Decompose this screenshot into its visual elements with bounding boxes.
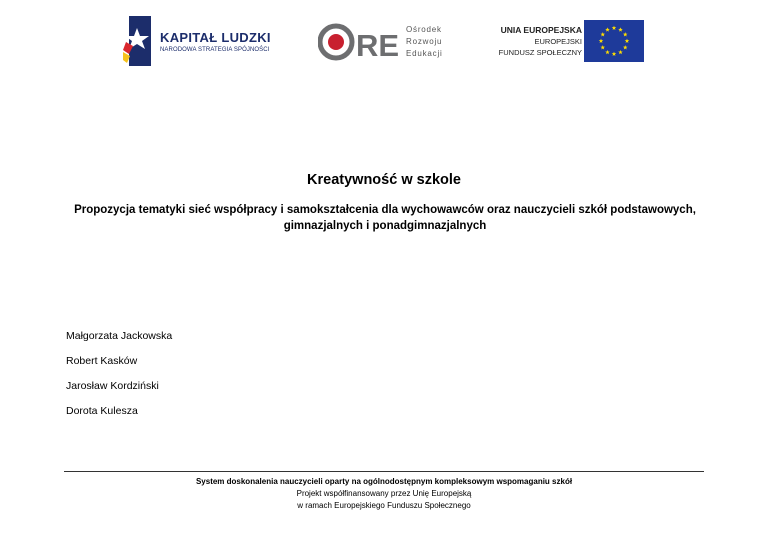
ore-logo xyxy=(318,22,458,62)
svg-text:RE: RE xyxy=(356,28,400,62)
kapital-ludzki-subtitle: NARODOWA STRATEGIA SPÓJNOŚCI xyxy=(160,47,270,53)
eu-line-3: FUNDUSZ SPOŁECZNY xyxy=(498,48,582,57)
eu-line-2: EUROPEJSKI xyxy=(534,37,582,46)
kapital-ludzki-logo xyxy=(120,16,280,68)
footer-line-2: Projekt współfinansowany przez Unię Europejską xyxy=(296,489,472,498)
kapital-ludzki-flag-icon xyxy=(123,16,151,66)
document-title: Kreatywność w szkole xyxy=(307,172,461,188)
kapital-ludzki-title: KAPITAŁ LUDZKI xyxy=(160,30,271,45)
ore-word-3: Edukacji xyxy=(406,49,443,58)
footer xyxy=(0,476,768,512)
ore-word-1: Ośrodek xyxy=(406,25,442,34)
author-name: Jarosław Kordziński xyxy=(66,380,159,392)
ore-mark-icon xyxy=(318,22,400,62)
authors-list xyxy=(66,330,172,430)
author-name: Robert Kasków xyxy=(66,355,138,367)
author-name: Małgorzata Jackowska xyxy=(66,330,173,342)
eu-line-1: UNIA EUROPEJSKA xyxy=(500,25,582,35)
footer-divider xyxy=(64,471,704,472)
footer-line-1: System doskonalenia nauczycieli oparty na ogólnodostępnym kompleksowym wspomaganiu szkół xyxy=(195,477,573,486)
ore-word-2: Rozwoju xyxy=(406,37,443,46)
author-name: Dorota Kulesza xyxy=(66,405,138,417)
ore-words xyxy=(406,24,443,60)
eu-flag-icon xyxy=(584,20,644,62)
document-subtitle: Propozycja tematyki sieć współpracy i samokształcenia dla wychowawców oraz nauczycieli szkół podstawowych, gimnazjalnych i ponadgimnazjalnych xyxy=(74,204,696,232)
footer-line-3: w ramach Europejskiego Funduszu Społecznego xyxy=(297,501,471,510)
eu-logo xyxy=(492,20,647,66)
eu-logo-text xyxy=(499,25,582,58)
